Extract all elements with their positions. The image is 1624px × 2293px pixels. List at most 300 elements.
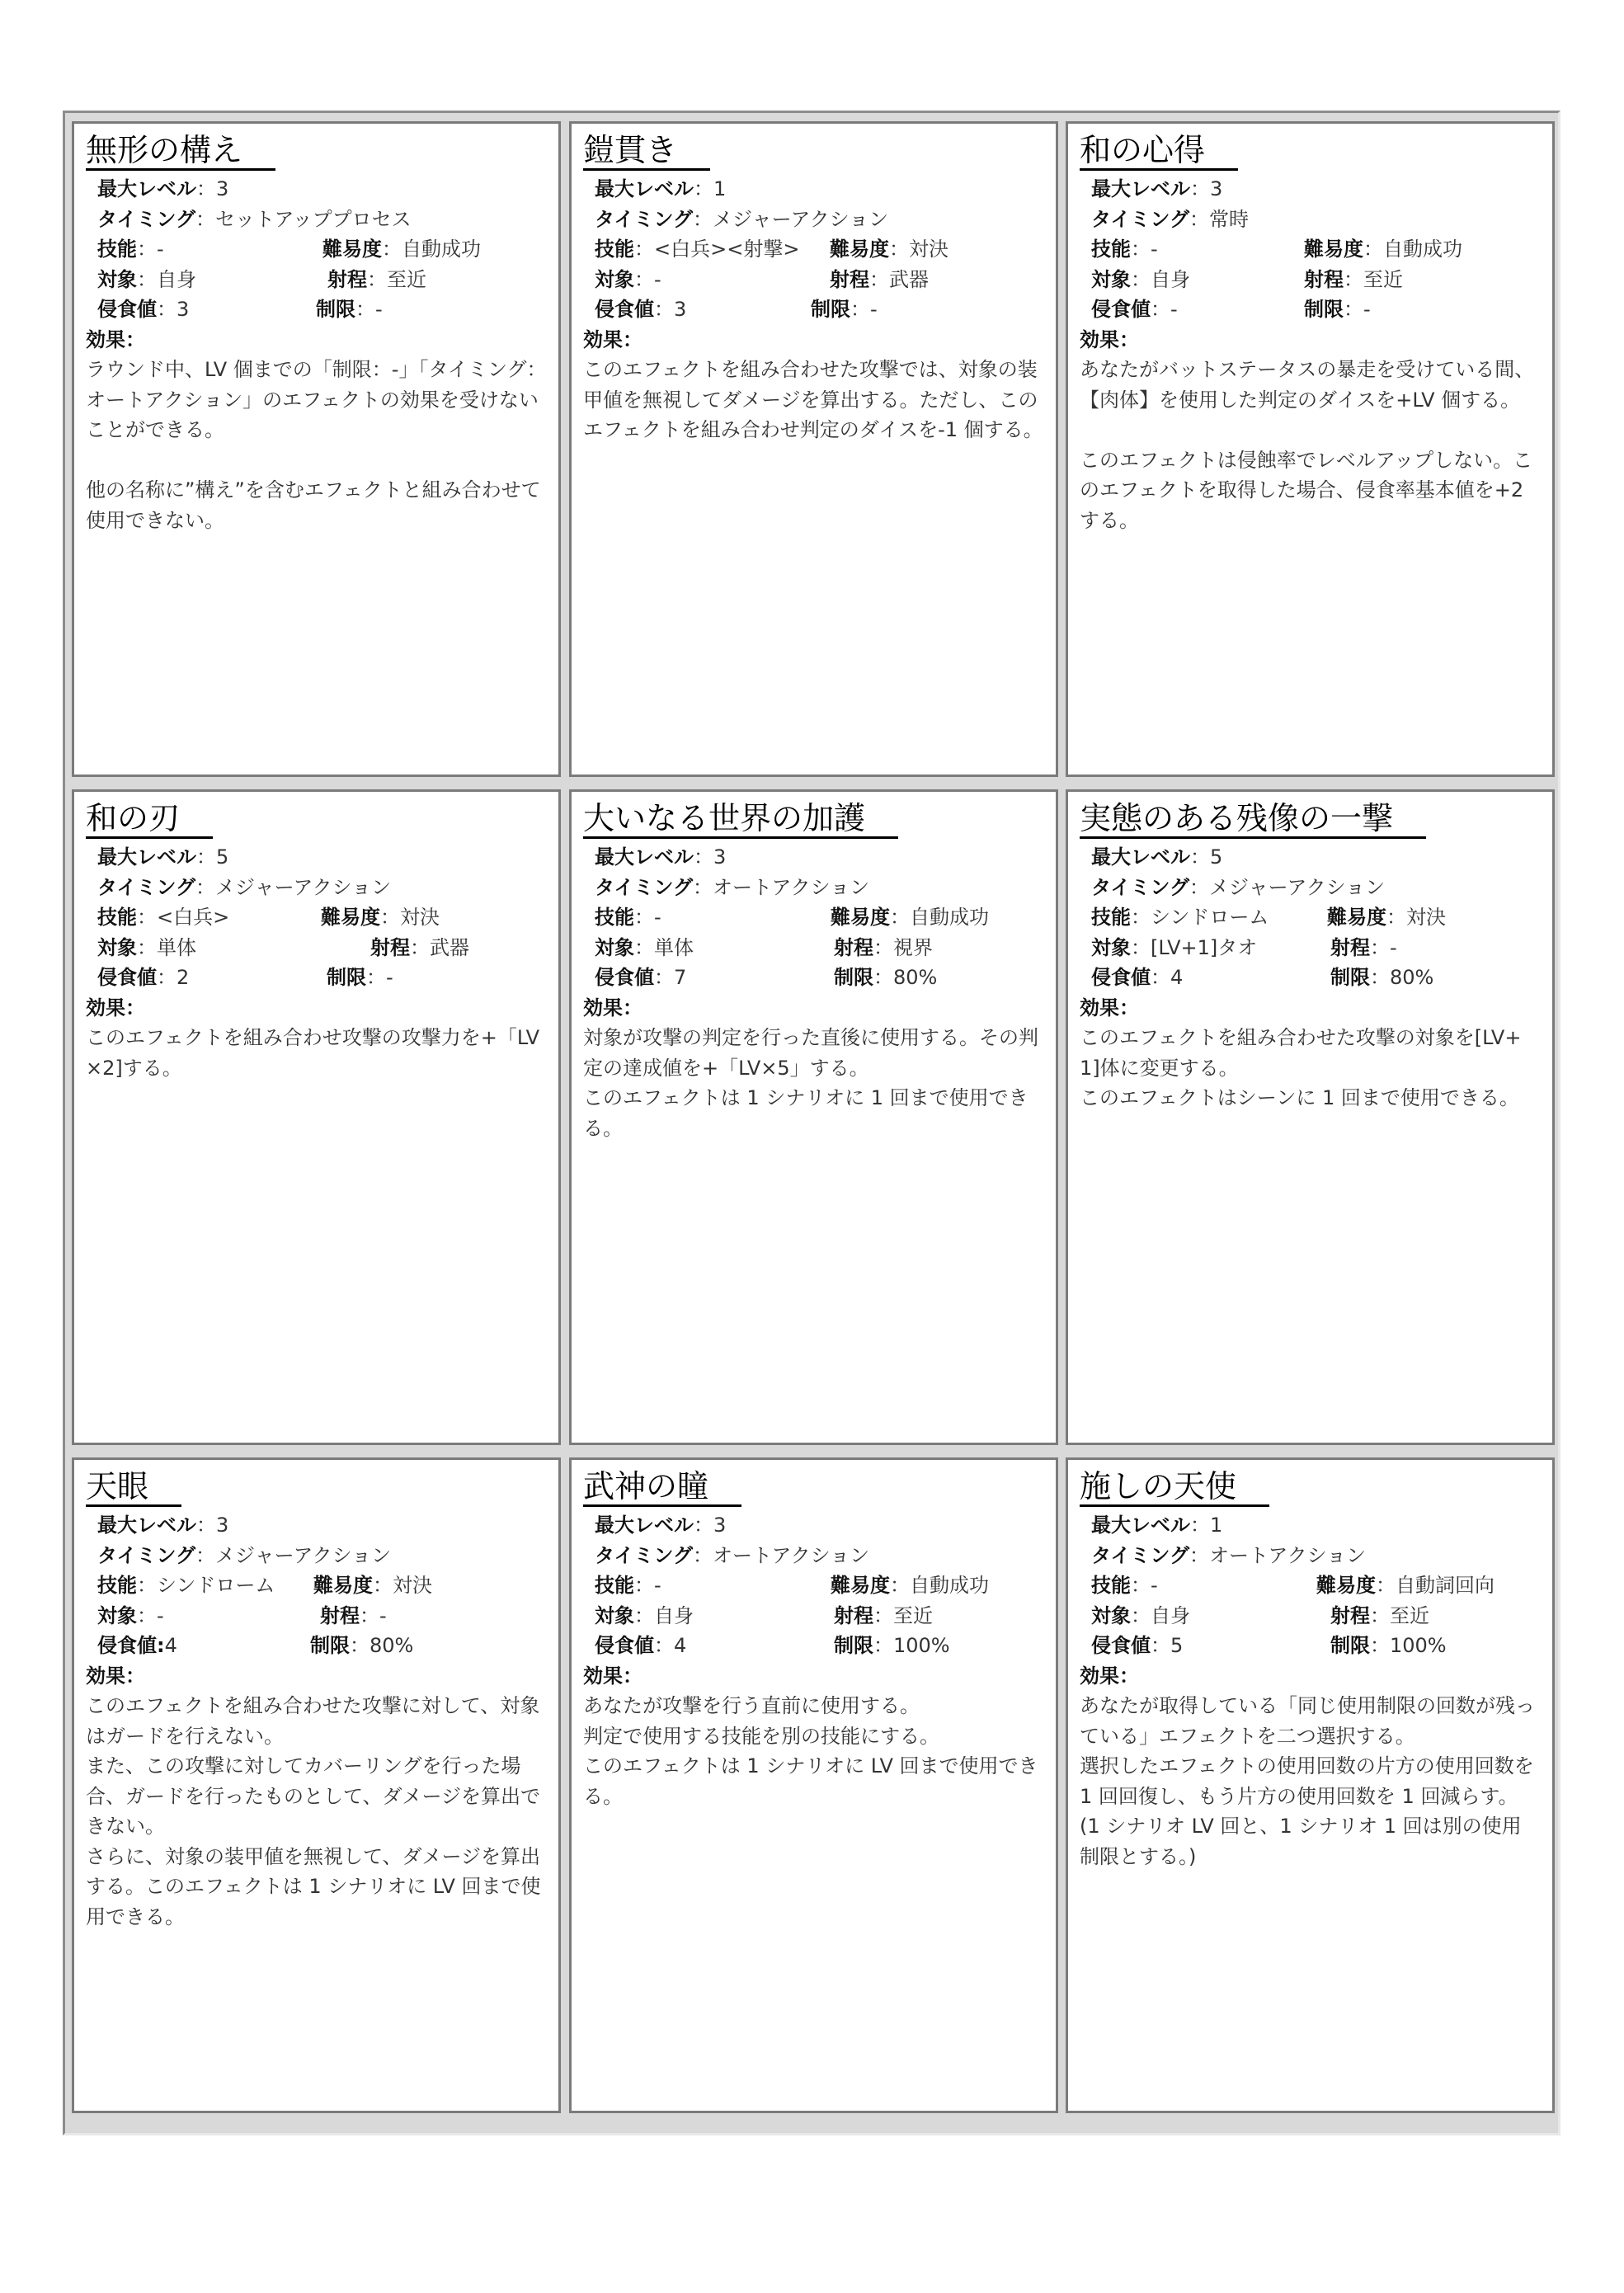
skill-field	[1091, 238, 1158, 261]
separator: ：	[890, 906, 910, 929]
range-label: 射程	[1330, 935, 1370, 959]
separator: ：	[350, 1634, 370, 1657]
target-value: 単体	[654, 935, 694, 959]
difficulty-field	[321, 902, 440, 933]
max_level-field	[595, 1514, 726, 1537]
stat-row-skill	[97, 1570, 547, 1601]
skill-field	[595, 1574, 661, 1597]
target-value: 自身	[157, 267, 196, 291]
separator: ：	[693, 207, 713, 231]
skill-field	[1091, 906, 1269, 929]
erosion-label: 侵食値	[595, 1634, 654, 1657]
stat-row-timing	[595, 205, 1044, 235]
stat-row-erosion	[595, 294, 1044, 325]
target-field	[1091, 268, 1190, 291]
limit-value: 100%	[1390, 1634, 1447, 1657]
skill-value: -	[654, 1574, 661, 1597]
stat-row-erosion	[1091, 1631, 1541, 1661]
target-field	[595, 1604, 694, 1627]
difficulty-field	[1304, 234, 1462, 265]
effect-paragraph: 他の名称に”構え”を含むエフェクトと組み合わせて使用できない。	[86, 478, 541, 532]
stat-row-erosion	[595, 1631, 1044, 1661]
timing-field	[595, 876, 869, 899]
separator: ：	[1131, 267, 1151, 291]
separator: ：	[1131, 238, 1151, 261]
stat-row-timing	[97, 1541, 547, 1571]
target-value: -	[157, 1603, 164, 1627]
difficulty-label: 難易度	[830, 238, 889, 261]
difficulty-field	[831, 902, 989, 933]
effect-card	[72, 1457, 561, 2113]
separator: ：	[1151, 966, 1170, 989]
max_level-label: 最大レベル	[595, 177, 694, 200]
erosion-field	[97, 1634, 177, 1657]
erosion-field	[1091, 1634, 1183, 1657]
stat-row-skill	[1091, 902, 1541, 933]
separator: ：	[137, 935, 157, 959]
skill-label: 技能	[1091, 906, 1131, 929]
timing-value: メジャーアクション	[215, 1543, 392, 1567]
effect-text	[1080, 1691, 1541, 1872]
timing-field	[1091, 208, 1249, 231]
separator: ：	[634, 906, 654, 929]
max_level-label: 最大レベル	[97, 845, 196, 869]
effect-paragraph: ラウンド中、LV 個までの「制限：-」「タイミング：オートアクション」のエフェクトの効果を受けないことができる。	[86, 358, 547, 441]
effect-text	[86, 1023, 547, 1083]
separator: ：	[196, 845, 216, 869]
effect-label: 効果：	[86, 1664, 145, 1688]
range-field	[830, 265, 929, 295]
skill-label: 技能	[97, 238, 137, 261]
stat-row-erosion	[1091, 294, 1541, 325]
separator: ：	[382, 238, 402, 261]
timing-value: メジャーアクション	[1209, 875, 1386, 899]
skill-value: シンドローム	[157, 1574, 275, 1597]
stat-row-target	[1091, 1601, 1541, 1631]
separator: ：	[195, 1543, 216, 1567]
separator: ：	[1151, 1634, 1170, 1657]
separator: ：	[196, 1514, 216, 1537]
skill-label: 技能	[97, 906, 137, 929]
skill-label: 技能	[595, 906, 634, 929]
effect-paragraph: このエフェクトを組み合わせ攻撃の攻撃力を+「LV×2]する。	[86, 1026, 540, 1080]
effect-stats	[583, 842, 1044, 993]
max_level-label: 最大レベル	[97, 1514, 196, 1537]
separator: ：	[634, 267, 654, 291]
target-label: 対象	[1091, 935, 1131, 959]
timing-field	[97, 208, 412, 231]
effect-title: 天眼	[86, 1468, 181, 1507]
separator: ：	[1151, 298, 1170, 321]
range-value: 視界	[893, 935, 933, 959]
skill-value: -	[654, 906, 661, 929]
range-value: 至近	[387, 267, 426, 291]
target-label: 対象	[1091, 1603, 1131, 1627]
separator: ：	[890, 1574, 910, 1597]
effect-stats	[583, 174, 1044, 325]
stat-row-max-level	[1091, 1510, 1541, 1541]
separator: ：	[157, 298, 177, 321]
range-label: 射程	[1304, 267, 1344, 291]
max_level-label: 最大レベル	[1091, 1514, 1190, 1537]
difficulty-value: 対決	[400, 906, 440, 929]
effect-card	[72, 789, 561, 1445]
effect-stats	[86, 842, 547, 993]
effect-label: 効果：	[86, 996, 145, 1019]
timing-value: メジャーアクション	[215, 875, 392, 899]
erosion-label: 侵食値	[1091, 1634, 1151, 1657]
difficulty-field	[322, 234, 481, 265]
range-value: 至近	[893, 1603, 933, 1627]
skill-label: 技能	[595, 238, 634, 261]
skill-label: 技能	[1091, 1574, 1131, 1597]
erosion-value: 7	[674, 966, 687, 989]
effect-paragraph: あなたが攻撃を行う直前に使用する。	[583, 1694, 920, 1717]
separator: ：	[873, 1634, 893, 1657]
separator: ：	[1131, 1574, 1151, 1597]
limit-value: 80%	[370, 1634, 414, 1657]
separator: ：	[1131, 1603, 1151, 1627]
limit-label: 制限	[327, 966, 366, 989]
target-field	[1091, 936, 1257, 959]
effect-stats	[1080, 174, 1541, 325]
difficulty-value: 自動成功	[910, 906, 989, 929]
separator: ：	[634, 238, 654, 261]
separator: ：	[1376, 1574, 1396, 1597]
difficulty-field	[1316, 1570, 1495, 1601]
effect-card	[1066, 121, 1555, 777]
timing-value: オートアクション	[1209, 1543, 1367, 1567]
separator: ：	[1344, 298, 1363, 321]
limit-value: 100%	[893, 1634, 950, 1657]
timing-value: セットアッププロセス	[215, 207, 412, 231]
limit-label: 制限	[316, 298, 355, 321]
difficulty-label: 難易度	[322, 238, 382, 261]
effect-stats	[86, 174, 547, 325]
effect-paragraph: このエフェクトはシーンに 1 回まで使用できる。	[1080, 1086, 1519, 1109]
range-value: -	[1390, 935, 1397, 959]
difficulty-field	[831, 1570, 989, 1601]
separator: ：	[634, 1603, 654, 1627]
effect-paragraph: 判定で使用する技能を別の技能にする。	[583, 1724, 939, 1748]
max_level-label: 最大レベル	[1091, 177, 1190, 200]
target-label: 対象	[1091, 267, 1131, 291]
separator: ：	[693, 1543, 713, 1567]
effect-paragraph: 対象が攻撃の判定を行った直後に使用する。その判定の達成値を+「LV×5」する。	[583, 1026, 1038, 1080]
limit-field	[811, 294, 878, 325]
separator: ：	[137, 267, 157, 291]
timing-field	[595, 208, 888, 231]
separator: ：	[694, 177, 713, 200]
skill-value: <白兵><射撃>	[654, 238, 800, 261]
target-field	[1091, 1604, 1190, 1627]
effect-card-grid	[63, 111, 1560, 2135]
max_level-field	[97, 845, 228, 869]
max_level-value: 3	[1210, 177, 1223, 200]
effect-label: 効果：	[583, 327, 643, 351]
skill-label: 技能	[97, 1574, 137, 1597]
max_level-value: 1	[1210, 1514, 1223, 1537]
effect-title: 鎧貫き	[583, 132, 710, 171]
max_level-label: 最大レベル	[595, 1514, 694, 1537]
erosion-label: 侵食値	[595, 966, 654, 989]
separator: ：	[1370, 1603, 1390, 1627]
effect-text	[86, 355, 547, 535]
stat-row-skill	[595, 234, 1044, 265]
effect-label: 効果：	[1080, 996, 1139, 1019]
timing-field	[1091, 876, 1385, 899]
separator: ：	[1190, 1514, 1210, 1537]
stat-row-max-level	[1091, 174, 1541, 205]
range-label: 射程	[370, 935, 410, 959]
max_level-value: 3	[713, 1514, 727, 1537]
limit-field	[1330, 1631, 1447, 1661]
skill-field	[97, 238, 164, 261]
separator: ：	[1189, 1543, 1210, 1567]
timing-label: タイミング	[595, 207, 694, 231]
difficulty-value: 対決	[393, 1574, 432, 1597]
target-value: [LV+1]タオ	[1151, 935, 1258, 959]
skill-label: 技能	[1091, 238, 1131, 261]
max_level-value: 5	[216, 845, 229, 869]
skill-value: -	[1151, 1574, 1158, 1597]
range-value: 至近	[1390, 1603, 1429, 1627]
max_level-label: 最大レベル	[97, 177, 196, 200]
separator: ：	[850, 298, 870, 321]
skill-value: <白兵>	[157, 906, 230, 929]
target-field	[97, 268, 196, 291]
stat-row-timing	[595, 1541, 1044, 1571]
stat-row-max-level	[595, 174, 1044, 205]
range-label: 射程	[327, 267, 367, 291]
limit-value: -	[375, 298, 383, 321]
effect-label: 効果：	[86, 327, 145, 351]
separator: ：	[410, 935, 430, 959]
limit-field	[310, 1631, 413, 1661]
difficulty-value: 対決	[1406, 906, 1446, 929]
limit-value: -	[1363, 298, 1371, 321]
timing-label: タイミング	[97, 875, 196, 899]
range-field	[370, 933, 469, 963]
range-label: 射程	[320, 1603, 360, 1627]
difficulty-value: 自動成功	[1383, 238, 1462, 261]
effect-stats	[1080, 842, 1541, 993]
max_level-field	[1091, 845, 1222, 869]
separator: ：	[873, 966, 893, 989]
separator: ：	[195, 875, 216, 899]
effect-title: 実態のある残像の一撃	[1080, 800, 1426, 839]
skill-label: 技能	[595, 1574, 634, 1597]
stat-row-timing	[1091, 205, 1541, 235]
separator: ：	[1370, 935, 1390, 959]
limit-label: 制限	[811, 298, 850, 321]
range-value: 至近	[1363, 267, 1403, 291]
timing-value: オートアクション	[713, 875, 870, 899]
separator: ：	[380, 906, 400, 929]
skill-field	[97, 906, 229, 929]
separator: ：	[137, 1603, 157, 1627]
effect-card	[569, 121, 1058, 777]
skill-field	[1091, 1574, 1158, 1597]
separator: ：	[1131, 906, 1151, 929]
stat-row-target	[1091, 265, 1541, 295]
separator: ：	[366, 966, 386, 989]
difficulty-field	[1327, 902, 1446, 933]
difficulty-label: 難易度	[1327, 906, 1386, 929]
limit-label: 制限	[834, 966, 873, 989]
max_level-field	[97, 177, 228, 200]
range-value: -	[379, 1603, 387, 1627]
target-field	[97, 936, 196, 959]
timing-field	[595, 1544, 869, 1567]
difficulty-field	[313, 1570, 432, 1601]
erosion-label: 侵食値	[1091, 966, 1151, 989]
range-field	[834, 1601, 933, 1631]
difficulty-value: 自動詞回向	[1396, 1574, 1495, 1597]
erosion-field	[1091, 966, 1183, 989]
target-value: 自身	[654, 1603, 694, 1627]
max_level-field	[97, 1514, 228, 1537]
effect-text	[583, 1691, 1044, 1811]
separator: ：	[1370, 1634, 1390, 1657]
effect-stats	[86, 1510, 547, 1661]
separator: ：	[654, 298, 674, 321]
range-field	[834, 933, 933, 963]
target-value: -	[654, 267, 661, 291]
effect-paragraph: 選択したエフェクトの使用回数の片方の使用回数を 1 回回復し、もう片方の使用回数を 1 回減らす。	[1080, 1754, 1534, 1808]
erosion-field	[97, 298, 189, 321]
target-field	[595, 936, 694, 959]
limit-field	[834, 963, 937, 993]
timing-label: タイミング	[595, 1543, 694, 1567]
stat-row-max-level	[97, 842, 547, 873]
skill-field	[595, 238, 799, 261]
effect-stats	[583, 1510, 1044, 1661]
target-label: 対象	[97, 1603, 137, 1627]
separator: ：	[1386, 906, 1406, 929]
erosion-value: 5	[1170, 1634, 1184, 1657]
effect-text	[1080, 355, 1541, 535]
max_level-field	[595, 845, 726, 869]
effect-stats	[1080, 1510, 1541, 1661]
separator: ：	[1189, 207, 1210, 231]
difficulty-value: 対決	[909, 238, 949, 261]
max_level-value: 3	[713, 845, 727, 869]
separator: ：	[693, 875, 713, 899]
skill-field	[595, 906, 661, 929]
stat-row-timing	[97, 873, 547, 903]
effect-paragraph: (1 シナリオ LV 回と、1 シナリオ 1 回は別の使用制限とする。)	[1080, 1815, 1522, 1868]
separator: ：	[137, 906, 157, 929]
separator: ：	[1363, 238, 1383, 261]
separator: ：	[634, 935, 654, 959]
stat-row-skill	[97, 234, 547, 265]
timing-value: オートアクション	[713, 1543, 870, 1567]
max_level-value: 1	[713, 177, 727, 200]
separator: ：	[1344, 267, 1363, 291]
difficulty-label: 難易度	[313, 1574, 373, 1597]
separator: ：	[873, 1603, 893, 1627]
effect-card	[569, 1457, 1058, 2113]
target-value: 自身	[1151, 1603, 1190, 1627]
limit-field	[327, 963, 393, 993]
erosion-field	[595, 966, 686, 989]
difficulty-label: 難易度	[831, 906, 890, 929]
erosion-field	[97, 966, 189, 989]
separator: ：	[1190, 845, 1210, 869]
difficulty-label: 難易度	[831, 1574, 890, 1597]
limit-value: 80%	[893, 966, 938, 989]
separator: ：	[137, 1574, 157, 1597]
skill-field	[97, 1574, 275, 1597]
limit-value: -	[386, 966, 393, 989]
target-label: 対象	[595, 1603, 634, 1627]
timing-field	[1091, 1544, 1366, 1567]
effect-card	[1066, 789, 1555, 1445]
separator: ：	[869, 267, 889, 291]
limit-field	[316, 294, 383, 325]
target-label: 対象	[595, 935, 634, 959]
separator: ：	[1370, 966, 1390, 989]
target-label: 対象	[595, 267, 634, 291]
separator: ：	[195, 207, 216, 231]
difficulty-label: 難易度	[1304, 238, 1363, 261]
separator: ：	[367, 267, 387, 291]
effect-paragraph: このエフェクトを組み合わせた攻撃に対して、対象はガードを行えない。	[86, 1694, 540, 1748]
target-field	[595, 268, 661, 291]
difficulty-value: 自動成功	[402, 238, 481, 261]
effect-label: 効果：	[583, 1664, 643, 1688]
effect-text	[583, 355, 1044, 445]
stat-row-max-level	[1091, 842, 1541, 873]
effect-paragraph: このエフェクトを組み合わせた攻撃の対象を[LV+1]体に変更する。	[1080, 1026, 1522, 1080]
limit-field	[1330, 963, 1433, 993]
separator: ：	[196, 177, 216, 200]
stat-row-max-level	[97, 174, 547, 205]
effect-paragraph: あなたが取得している「同じ使用制限の回数が残っている」エフェクトを二つ選択する。	[1080, 1694, 1535, 1748]
target-value: 単体	[157, 935, 196, 959]
erosion-field	[1091, 298, 1178, 321]
stat-row-timing	[1091, 1541, 1541, 1571]
stat-row-target	[595, 1601, 1044, 1631]
separator: ：	[694, 845, 713, 869]
skill-value: シンドローム	[1151, 906, 1269, 929]
difficulty-label: 難易度	[1316, 1574, 1376, 1597]
effect-paragraph: このエフェクトは侵蝕率でレベルアップしない。このエフェクトを取得した場合、侵食率基本値を+2 する。	[1080, 448, 1533, 532]
range-value: 武器	[889, 267, 929, 291]
separator: ：	[694, 1514, 713, 1537]
erosion-label: 侵食値	[97, 966, 157, 989]
erosion-field	[595, 1634, 686, 1657]
limit-label: 制限	[1330, 966, 1370, 989]
max_level-value: 3	[216, 1514, 229, 1537]
limit-value: 80%	[1390, 966, 1434, 989]
effect-paragraph: このエフェクトは 1 シナリオに LV 回まで使用できる。	[583, 1754, 1038, 1808]
effect-paragraph: また、この攻撃に対してカバーリングを行った場合、ガードを行ったものとして、ダメージを算出できない。	[86, 1754, 541, 1838]
effect-title: 大いなる世界の加護	[583, 800, 898, 839]
effect-text	[86, 1691, 547, 1932]
stat-row-skill	[595, 1570, 1044, 1601]
erosion-value: 3	[674, 298, 687, 321]
erosion-value: 4	[164, 1634, 177, 1657]
separator: ：	[873, 935, 893, 959]
max_level-label: 最大レベル	[1091, 845, 1190, 869]
stat-row-max-level	[595, 842, 1044, 873]
erosion-label: 侵食値	[595, 298, 654, 321]
timing-label: タイミング	[1091, 875, 1190, 899]
stat-row-target	[595, 933, 1044, 963]
difficulty-field	[830, 234, 949, 265]
